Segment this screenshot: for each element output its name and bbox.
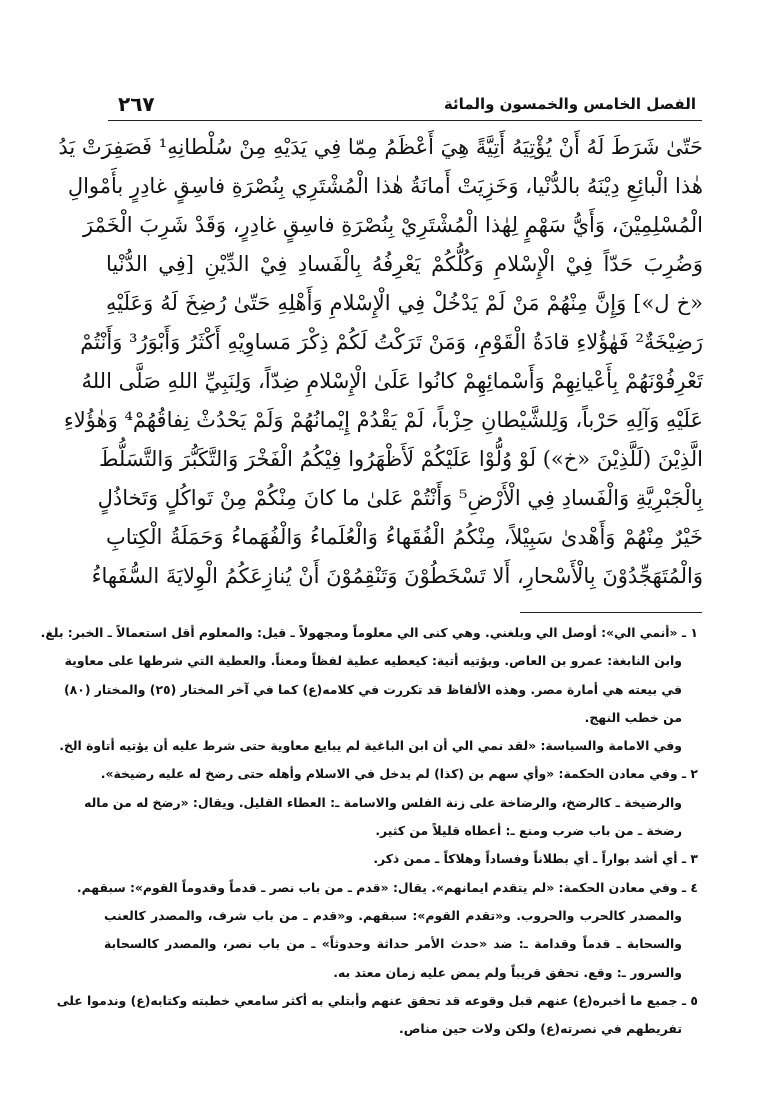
footnote-line: رضخة ـ من باب ضرب ومنع ـ: أعطاه قليلاً من كثير. <box>375 823 682 839</box>
footnote-line: وابن النابغة: عمرو بن العاص. ويؤتيه أتية: كيعطيه عطية لفظاً ومعناً. والعطية التي شرطها على معاوية <box>64 653 682 669</box>
main-text <box>58 128 703 596</box>
footnote-line: ٥ ـ جميع ما أخبره(ع) عنهم قبل وقوعه قد تحقق عنهم وأبتلي به أكثر سامعي خطبته وكتابه(ع) وندموا على <box>56 992 698 1008</box>
footnote-line: تفريطهم في نصرته(ع) ولكن ولات حين مناص. <box>399 1021 682 1037</box>
text-line: خَيْرٌ مِنْهُمْ وَأَهْدىٰ سَبِيْلاً، مِنْكُمُ الْفُقَهاءُ وَالْعُلَماءُ وَالْفُهَماءُ وَحَمَلَةُ الْكِتابِ <box>106 525 703 549</box>
footnote-line: ١ ـ «أنمي الي»: أوصل الي وبلغني. وهي كنى الي معلوماً ومجهولاً ـ قيل: والمعلوم أقل استعمالاً ـ الخبر: بلغ. <box>40 625 698 640</box>
text-line: هٰذا الْبائِعِ دِيْنَهُ بالدُّنْيا، وَخَزِيَتْ أَمانَةُ هٰذا الْمُشْتَرِي بِنُصْرَةِ فاسِقٍ غادِرٍ بأَمْوالِ <box>67 174 703 198</box>
footnote-line: ٤ ـ وفي معادن الحكمة: «لم يتقدم ايمانهم». يقال: «قدم ـ من باب نصر ـ قدماً وقدوماً القوم»: سبقهم. <box>76 879 698 895</box>
footnote-line: من خطب النهج. <box>584 709 682 725</box>
text-line: رَضِيْخَةٌ² فَهٰؤُلاءِ قادَةُ الْقَوْمِ، وَمَنْ تَرَكْتُ لَكُمْ ذِكْرَ مَساوِيْهِ أَكْثَرُ وَأَبْوَرُ³ وَأَنْتُمْ <box>80 330 703 354</box>
footnotes <box>40 619 698 1043</box>
footnote-line: ٣ ـ أي أشد بواراً ـ أي بطلاناً وفساداً وهلاكاً ـ ممن ذكر. <box>373 851 698 867</box>
footnote-line: وفي الامامة والسياسة: «لقد نمي الي أن ابن الباغية لم يبايع معاوية حتى شرط عليه أن يؤتيه أتاوة الخ. <box>59 738 682 754</box>
running-head: الفصل الخامس والخمسون والمائة <box>443 95 696 113</box>
footnote-line: ٢ ـ وفي معادن الحكمة: «وأي سهم بن (كذا) لم يدخل في الاسلام وأهله حتى رضخ له عليه رضيخة». <box>100 766 698 782</box>
text-line: بِالْجَبْرِيَّةِ وَالْفَسادِ فِي الْأَرْضِ⁵ وَأَنْتُمْ عَلىٰ ما كانَ مِنْكُمْ مِنْ تَواكُلٍ وَتَخاذُلٍ <box>97 486 703 510</box>
text-line: الَّذِيْنَ (لَلَّذِيْنَ «خ») لَوْ وُلُّوْا عَلَيْكُمْ لَأَظْهَرُوا فِيْكُمُ الْفَخْرَ وَالتَّكَبُّرَ وَالتَّسَلُّطَ <box>99 447 703 471</box>
text-line: «خ ل»] وَإِنَّ مِنْهُمْ مَنْ لَمْ يَدْخُلْ فِي الْإِسْلامِ وَأَهْلِهِ حَتّىٰ رُضِخَ لَهُ وَعَلَيْهِ <box>106 291 703 315</box>
text-line: وَالْمُتَهَجِّدُوْنَ بِالْأَسْحارِ، أَلا تَسْخَطُوْنَ وَتَنْقِمُوْنَ أَنْ يُنازِعَكُمُ الْوِلايَةَ السُّفَهاءُ <box>91 564 703 588</box>
footnote-rule <box>520 612 702 613</box>
text-line: الْمُسْلِمِيْنَ، وَأَيُّ سَهْمٍ لِهٰذا الْمُشْتَرِيْ بِنُصْرَةِ فاسِقٍ غادِرٍ، وَقَدْ شَرِبَ الْخَمْرَ <box>83 213 703 237</box>
text-line: عَلَيْهِ وَآلِهِ حَرْباً، وَلِلشَّيْطانِ حِزْباً، لَمْ يَقْدُمْ إِيْمانُهُمْ وَلَمْ يَحْدُثْ نِفاقُهُمْ⁴ وَهٰؤُلاءِ <box>63 408 703 432</box>
text-line: وَضُرِبَ حَدّاً فِيْ الْإِسْلامِ وَكُلُّكُمْ يَعْرِفُهُ بِالْفَسادِ فِيْ الدِّيْنِ [فِي الدُّنْيا <box>106 252 703 276</box>
header-rule <box>108 120 702 121</box>
footnote-line: والمصدر كالحرب والحروب. و«تقدم القوم»: سبقهم. و«قدم ـ من باب شرف، والمصدر كالعنب <box>104 907 682 923</box>
footnote-line: في بيعته هي أمارة مصر. وهذه الألفاظ قد تكررت في كلامه(ع) كما في آخر المختار (٢٥) والمختار (٨٠) <box>64 681 682 697</box>
footnote-line: والسرور ـ: وقع. تحقق قريباً ولم يمض عليه زمان معتد به. <box>333 964 682 980</box>
text-line: حَتّىٰ شَرَطَ لَهُ أَنْ يُؤْتِيَهُ أَتِيَّةً هِيَ أَعْظَمُ مِمّا فِي يَدَيْهِ مِنْ سُلْطانِهِ¹ فَصَفِرَتْ يَدُ <box>58 135 703 159</box>
footnote-line: والسحابة ـ قدماً وقدامة ـ: ضد «حدث الأمر حداثة وحدوثاً» ـ من باب نصر، والمصدر كالسحابة <box>104 936 682 952</box>
footnote-line: والرضيخة ـ كالرضخ، والرضاخة على زنة الفلس والاسامة ـ: العطاء القليل. ويقال: «رضخ له من ماله <box>84 794 682 810</box>
text-line: تَعْرِفُوْنَهُمْ بِأَعْيانِهِمْ وَأَسْمائِهِمْ كانُوا عَلَىٰ الْإِسْلامِ ضِدّاً، وَلِنَبِيِّ اللهِ صَلَّى اللهُ <box>81 369 703 393</box>
page-number: ٢٦٧ <box>118 92 155 116</box>
